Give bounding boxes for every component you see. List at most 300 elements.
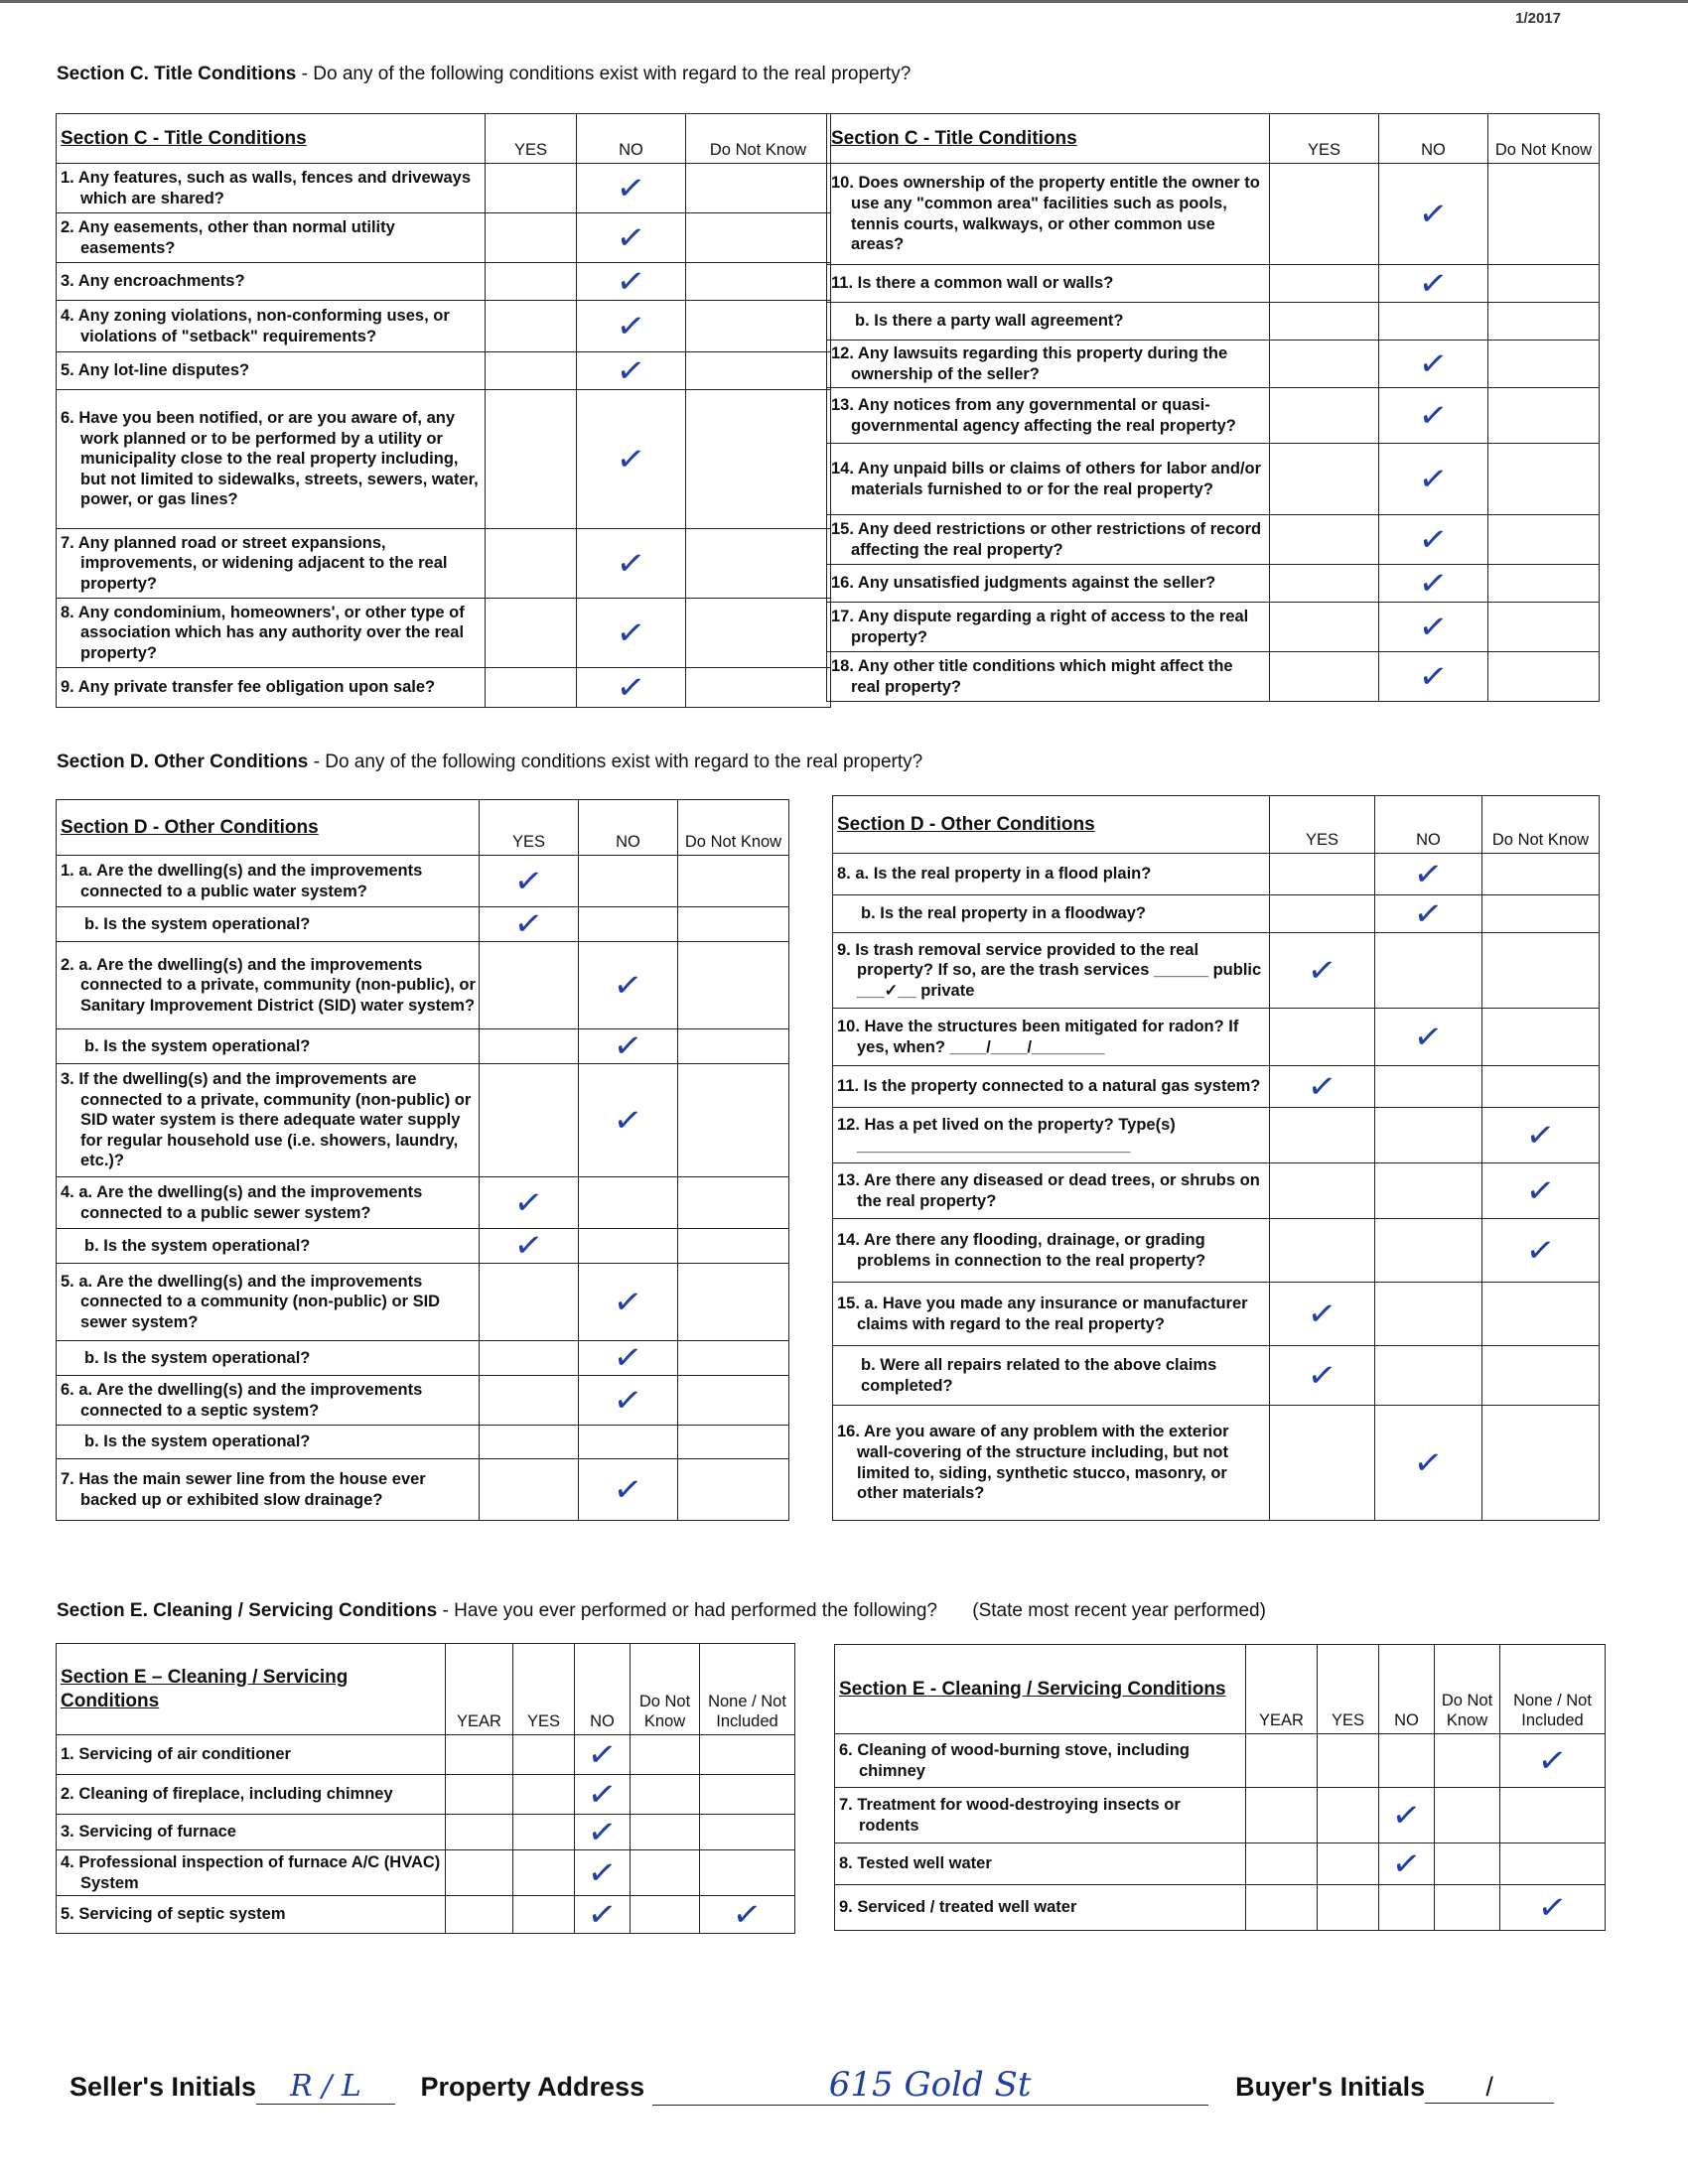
answer-cell-yes[interactable] [513, 1815, 575, 1850]
answer-cell-yes[interactable] [1270, 303, 1379, 341]
answer-cell-yes[interactable] [1270, 603, 1379, 652]
question-text: 7. Any planned road or street expansions, improvements, or widening adjacent to the real property? [57, 529, 486, 599]
answer-cell-yes[interactable] [1270, 1346, 1375, 1406]
question-text: 8. Tested well water [835, 1843, 1246, 1885]
question-text: b. Is the system operational? [57, 1426, 480, 1459]
answer-cell-no[interactable] [577, 390, 686, 529]
answer-cell-dnk[interactable] [1482, 1283, 1600, 1346]
buyer-initials-label: Buyer's Initials [1235, 2072, 1426, 2102]
section-d-question: - Do any of the following conditions exist with regard to the real property? [308, 751, 923, 772]
checkmark-icon: ✓ [1535, 1885, 1570, 1930]
checkmark-icon: ✓ [1416, 517, 1451, 562]
checkmark-icon: ✓ [614, 259, 648, 304]
checkmark-icon: ✓ [1305, 1353, 1339, 1398]
answer-cell-no[interactable] [579, 1177, 678, 1229]
property-address-field[interactable]: 615 Gold St [652, 2065, 1208, 2106]
answer-cell-dnk[interactable] [678, 856, 789, 907]
checkmark-icon: ✓ [1416, 261, 1451, 306]
checkmark-icon: ✓ [1411, 1440, 1446, 1485]
answer-cell-dnk[interactable] [1482, 854, 1600, 895]
checkmark-icon: ✓ [614, 166, 648, 210]
answer-cell-no[interactable] [1375, 1406, 1482, 1521]
answer-cell-dnk[interactable] [1488, 444, 1600, 515]
table-row [57, 164, 831, 213]
answer-cell-no[interactable] [1375, 1009, 1482, 1066]
table-row [57, 907, 789, 942]
answer-cell-dnk[interactable] [1482, 1346, 1600, 1406]
answer-cell-yes[interactable] [1270, 388, 1379, 444]
answer-cell-yes[interactable] [1318, 1734, 1379, 1788]
question-text: 13. Are there any diseased or dead trees, or shrubs on the real property? [833, 1163, 1270, 1219]
section-c-left-table [56, 113, 831, 708]
answer-cell-dnk[interactable] [678, 1229, 789, 1264]
answer-cell-no[interactable] [1379, 652, 1488, 702]
answer-cell-yes[interactable] [486, 668, 577, 708]
answer-cell-no[interactable] [577, 164, 686, 213]
answer-cell-no[interactable] [579, 1229, 678, 1264]
seller-initials-field[interactable]: R / L [256, 2069, 395, 2105]
answer-cell-year[interactable] [446, 1775, 513, 1815]
answer-cell-no[interactable] [575, 1732, 631, 1777]
answer-cell-no[interactable] [1379, 515, 1488, 565]
section-e-question: - Have you ever performed or had performed the following? [437, 1600, 937, 1621]
answer-cell-yes[interactable] [1270, 164, 1379, 265]
answer-cell-dnk[interactable] [1488, 603, 1600, 652]
answer-cell-dnk[interactable] [678, 1376, 789, 1426]
answer-cell-no[interactable] [1379, 303, 1488, 341]
answer-cell-no[interactable] [575, 1892, 631, 1937]
checkmark-icon: ✓ [611, 1098, 645, 1143]
answer-cell-dnk[interactable] [1482, 895, 1600, 933]
column-header-year: YEAR [1246, 1645, 1318, 1734]
answer-cell-no[interactable] [579, 907, 678, 942]
answer-cell-dnk[interactable] [678, 907, 789, 942]
answer-cell-no[interactable] [1375, 1283, 1482, 1346]
answer-cell-yes[interactable] [486, 529, 577, 599]
answer-cell-dnk[interactable] [1482, 1108, 1600, 1163]
checkmark-icon: ✓ [611, 1378, 645, 1423]
answer-cell-dnk[interactable] [1482, 1009, 1600, 1066]
question-text: 1. a. Are the dwelling(s) and the improvements connected to a public water system? [57, 856, 480, 907]
answer-cell-dnk[interactable] [1482, 933, 1600, 1009]
table-row [57, 213, 831, 263]
checkmark-icon: ✓ [611, 1336, 645, 1380]
answer-cell-dnk[interactable] [678, 1341, 789, 1376]
question-text: 16. Any unsatisfied judgments against the seller? [827, 565, 1270, 603]
answer-cell-yes[interactable] [486, 599, 577, 668]
answer-cell-yes[interactable] [480, 1224, 579, 1268]
answer-cell-yes[interactable] [1270, 444, 1379, 515]
table-row [833, 1283, 1600, 1346]
question-text: b. Is the real property in a floodway? [833, 895, 1270, 933]
answer-cell-year[interactable] [446, 1850, 513, 1896]
answer-cell-yes[interactable] [1270, 515, 1379, 565]
answer-cell-dnk[interactable] [686, 529, 831, 599]
answer-cell-no[interactable] [1379, 561, 1488, 606]
answer-cell-none[interactable] [1500, 1843, 1606, 1885]
answer-cell-yes[interactable] [480, 1376, 579, 1426]
answer-cell-none[interactable] [1500, 1734, 1606, 1788]
answer-cell-dnk[interactable] [686, 599, 831, 668]
answer-cell-no[interactable] [577, 301, 686, 352]
column-header-no: NO [1375, 796, 1482, 854]
question-text: 2. Cleaning of fireplace, including chimney [57, 1775, 446, 1815]
column-header-yes: YES [486, 114, 577, 164]
table-row [833, 1406, 1600, 1521]
answer-cell-yes[interactable] [1318, 1885, 1379, 1931]
answer-cell-dnk[interactable] [1435, 1843, 1500, 1885]
answer-cell-no[interactable] [575, 1810, 631, 1854]
answer-cell-none[interactable] [700, 1735, 795, 1775]
checkmark-icon: ✓ [1305, 1064, 1339, 1109]
answer-cell-none[interactable] [1500, 1788, 1606, 1843]
table-row [827, 265, 1600, 303]
column-header-no: NO [1379, 1645, 1435, 1734]
answer-cell-yes[interactable] [1270, 1406, 1375, 1521]
answer-cell-dnk[interactable] [631, 1775, 700, 1815]
answer-cell-yes[interactable] [486, 164, 577, 213]
section-d-right-table [832, 795, 1600, 1521]
answer-cell-dnk[interactable] [631, 1815, 700, 1850]
checkmark-icon: ✓ [1523, 1113, 1558, 1158]
checkmark-icon: ✓ [511, 859, 546, 903]
answer-cell-yes[interactable] [480, 1426, 579, 1459]
table-header-row [835, 1645, 1606, 1734]
answer-cell-yes[interactable] [486, 301, 577, 352]
answer-cell-dnk[interactable] [1435, 1734, 1500, 1788]
answer-cell-yes[interactable] [480, 1029, 579, 1064]
answer-cell-no[interactable] [577, 529, 686, 599]
table-row [57, 668, 831, 708]
answer-cell-no[interactable] [1379, 1885, 1435, 1931]
column-header-yes: YES [1318, 1645, 1379, 1734]
answer-cell-yes[interactable] [1270, 1163, 1375, 1219]
answer-cell-no[interactable] [579, 1264, 678, 1341]
answer-cell-no[interactable] [1375, 933, 1482, 1009]
question-text: 3. If the dwelling(s) and the improvements are connected to a private, community (non-public) or SID water system is there adequate water supply for regular household use (i.e. showers, laundry, etc.)? [57, 1064, 480, 1177]
answer-cell-yes[interactable] [513, 1735, 575, 1775]
answer-cell-no[interactable] [1379, 444, 1488, 515]
answer-cell-dnk[interactable] [1435, 1788, 1500, 1843]
answer-cell-year[interactable] [1246, 1843, 1318, 1885]
answer-cell-yes[interactable] [1270, 854, 1375, 895]
answer-cell-dnk[interactable] [686, 390, 831, 529]
answer-cell-yes[interactable] [1270, 1066, 1375, 1108]
answer-cell-dnk[interactable] [1482, 1066, 1600, 1108]
question-text: 10. Does ownership of the property entitle the owner to use any "common area" facilities such as pools, tennis courts, walkways, or other common use areas? [827, 164, 1270, 265]
answer-cell-dnk[interactable] [1488, 341, 1600, 388]
table-row [833, 1163, 1600, 1219]
seller-initials-label: Seller's Initials [70, 2072, 257, 2102]
question-text: b. Is the system operational? [57, 907, 480, 942]
answer-cell-no[interactable] [575, 1850, 631, 1896]
answer-cell-no[interactable] [1375, 1163, 1482, 1219]
column-header-no: NO [1379, 114, 1488, 164]
table-row [57, 1775, 795, 1815]
answer-cell-yes[interactable] [480, 1064, 579, 1177]
answer-cell-no[interactable] [1379, 164, 1488, 265]
table-row [827, 388, 1600, 444]
table-row [833, 854, 1600, 895]
table-row [57, 1064, 789, 1177]
checkmark-icon: ✓ [585, 1892, 620, 1937]
answer-cell-none[interactable] [1500, 1885, 1606, 1931]
table-row [833, 1108, 1600, 1163]
answer-cell-year[interactable] [1246, 1788, 1318, 1843]
answer-cell-yes[interactable] [1270, 895, 1375, 933]
answer-cell-yes[interactable] [1270, 265, 1379, 303]
answer-cell-dnk[interactable] [1482, 1163, 1600, 1219]
checkmark-icon: ✓ [1523, 1228, 1558, 1273]
table-row [57, 1815, 795, 1850]
answer-cell-no[interactable] [1375, 891, 1482, 936]
answer-cell-yes[interactable] [1270, 1009, 1375, 1066]
answer-cell-dnk[interactable] [686, 263, 831, 301]
answer-cell-yes[interactable] [513, 1896, 575, 1934]
answer-cell-dnk[interactable] [1488, 652, 1600, 702]
answer-cell-year[interactable] [1246, 1885, 1318, 1931]
table-row [833, 895, 1600, 933]
table-row [57, 1264, 789, 1341]
answer-cell-no[interactable] [1379, 603, 1488, 652]
table-row [57, 1896, 795, 1934]
answer-cell-no[interactable] [1375, 1108, 1482, 1163]
top-rule [0, 0, 1688, 3]
answer-cell-no[interactable] [577, 259, 686, 304]
answer-cell-no[interactable] [1379, 388, 1488, 444]
answer-cell-no[interactable] [579, 1336, 678, 1380]
checkmark-icon: ✓ [1411, 1015, 1446, 1059]
question-text: 13. Any notices from any governmental or quasi-governmental agency affecting the real property? [827, 388, 1270, 444]
answer-cell-dnk[interactable] [1488, 515, 1600, 565]
answer-cell-yes[interactable] [1270, 1283, 1375, 1346]
question-text: 6. Have you been notified, or are you aware of, any work planned or to be performed by a utility or municipality close to the real property including, but not limited to sidewalks, streets, sewers, water, power, or gas lines? [57, 390, 486, 529]
answer-cell-no[interactable] [1375, 1219, 1482, 1283]
answer-cell-no[interactable] [1375, 1346, 1482, 1406]
question-text: 5. Servicing of septic system [57, 1896, 446, 1934]
answer-cell-yes[interactable] [1270, 1108, 1375, 1163]
question-text: 7. Has the main sewer line from the house ever backed up or exhibited slow drainage? [57, 1459, 480, 1521]
question-text: 9. Any private transfer fee obligation upon sale? [57, 668, 486, 708]
answer-cell-yes[interactable] [1270, 565, 1379, 603]
answer-cell-dnk[interactable] [686, 301, 831, 352]
checkmark-icon: ✓ [614, 437, 648, 481]
answer-cell-dnk[interactable] [631, 1850, 700, 1896]
answer-cell-no[interactable] [577, 348, 686, 393]
answer-cell-no[interactable] [1379, 261, 1488, 306]
answer-cell-yes[interactable] [486, 390, 577, 529]
answer-cell-no[interactable] [577, 599, 686, 668]
answer-cell-no[interactable] [577, 213, 686, 263]
answer-cell-yes[interactable] [480, 1459, 579, 1521]
checkmark-icon: ✓ [611, 1280, 645, 1324]
answer-cell-yes[interactable] [1270, 341, 1379, 388]
question-text: 2. Any easements, other than normal utility easements? [57, 213, 486, 263]
answer-cell-no[interactable] [1375, 1066, 1482, 1108]
answer-cell-dnk[interactable] [678, 1426, 789, 1459]
answer-cell-no[interactable] [579, 1064, 678, 1177]
checkmark-icon: ✓ [1523, 1168, 1558, 1213]
table-row [57, 1341, 789, 1376]
table-header-title: Section C - Title Conditions [827, 114, 1270, 164]
question-text: 11. Is there a common wall or walls? [827, 265, 1270, 303]
answer-cell-year[interactable] [1246, 1734, 1318, 1788]
column-header-do-not-know: Do Not Know [686, 114, 831, 164]
section-c-right-table [826, 113, 1600, 702]
answer-cell-yes[interactable] [480, 1341, 579, 1376]
answer-cell-yes[interactable] [1318, 1788, 1379, 1843]
question-text: 4. a. Are the dwelling(s) and the improvements connected to a public sewer system? [57, 1177, 480, 1229]
checkmark-icon: ✓ [614, 541, 648, 586]
answer-cell-yes[interactable] [480, 856, 579, 907]
answer-cell-dnk[interactable] [1488, 565, 1600, 603]
question-text: 14. Are there any flooding, drainage, or grading problems in connection to the real property? [833, 1219, 1270, 1283]
checkmark-icon: ✓ [1416, 341, 1451, 386]
buyer-initials-field[interactable]: / [1425, 2072, 1554, 2104]
answer-cell-dnk[interactable] [1482, 1406, 1600, 1521]
table-header-row [57, 800, 789, 856]
table-row [57, 1850, 795, 1896]
answer-cell-dnk[interactable] [686, 668, 831, 708]
answer-cell-none[interactable] [700, 1775, 795, 1815]
table-row [57, 263, 831, 301]
answer-cell-dnk[interactable] [1488, 388, 1600, 444]
answer-cell-yes[interactable] [513, 1850, 575, 1896]
checkmark-icon: ✓ [614, 665, 648, 710]
answer-cell-year[interactable] [446, 1735, 513, 1775]
page-code: 1/2017 [1515, 10, 1561, 27]
answer-cell-yes[interactable] [1270, 933, 1375, 1009]
table-header-title: Section D - Other Conditions [57, 800, 480, 856]
answer-cell-yes[interactable] [486, 263, 577, 301]
column-header-yes: YES [1270, 114, 1379, 164]
question-text: 5. Any lot-line disputes? [57, 352, 486, 390]
answer-cell-none[interactable] [700, 1815, 795, 1850]
checkmark-icon: ✓ [585, 1810, 620, 1854]
table-row [57, 856, 789, 907]
table-row [57, 301, 831, 352]
answer-cell-no[interactable] [1379, 1843, 1435, 1885]
answer-cell-none[interactable] [700, 1850, 795, 1896]
answer-cell-no[interactable] [1375, 854, 1482, 895]
column-header-do-not-know: Do Not Know [631, 1644, 700, 1735]
answer-cell-no[interactable] [575, 1772, 631, 1817]
answer-cell-dnk[interactable] [1488, 303, 1600, 341]
answer-cell-yes[interactable] [1270, 652, 1379, 702]
answer-cell-dnk[interactable] [678, 942, 789, 1029]
checkmark-icon: ✓ [614, 215, 648, 260]
checkmark-icon: ✓ [1416, 393, 1451, 438]
answer-cell-dnk[interactable] [678, 1029, 789, 1064]
checkmark-icon: ✓ [511, 1180, 546, 1225]
answer-cell-yes[interactable] [1318, 1843, 1379, 1885]
answer-cell-dnk[interactable] [1488, 265, 1600, 303]
answer-cell-no[interactable] [579, 1024, 678, 1068]
column-header-do-not-know: Do Not Know [1488, 114, 1600, 164]
answer-cell-yes[interactable] [486, 213, 577, 263]
answer-cell-yes[interactable] [480, 942, 579, 1029]
answer-cell-none[interactable] [700, 1892, 795, 1937]
answer-cell-dnk[interactable] [686, 164, 831, 213]
answer-cell-yes[interactable] [513, 1775, 575, 1815]
question-text: 1. Servicing of air conditioner [57, 1735, 446, 1775]
answer-cell-year[interactable] [446, 1896, 513, 1934]
question-text: 5. a. Are the dwelling(s) and the improvements connected to a community (non-public) or SID sewer system? [57, 1264, 480, 1341]
answer-cell-dnk[interactable] [1488, 164, 1600, 265]
answer-cell-yes[interactable] [480, 1264, 579, 1341]
answer-cell-yes[interactable] [1270, 1219, 1375, 1283]
answer-cell-no[interactable] [579, 1426, 678, 1459]
table-row [57, 599, 831, 668]
question-text: b. Is the system operational? [57, 1029, 480, 1064]
table-row [827, 565, 1600, 603]
table-header-title: Section D - Other Conditions [833, 796, 1270, 854]
answer-cell-no[interactable] [1379, 1788, 1435, 1843]
checkmark-icon: ✓ [585, 1772, 620, 1817]
table-row [833, 1009, 1600, 1066]
answer-cell-dnk[interactable] [631, 1735, 700, 1775]
answer-cell-no[interactable] [579, 1459, 678, 1521]
checkmark-icon: ✓ [730, 1892, 765, 1937]
table-header-row [57, 114, 831, 164]
table-row [827, 341, 1600, 388]
answer-cell-dnk[interactable] [686, 213, 831, 263]
answer-cell-no[interactable] [579, 942, 678, 1029]
column-header-do-not-know: Do Not Know [678, 800, 789, 856]
answer-cell-no[interactable] [1379, 341, 1488, 388]
column-header-yes: YES [1270, 796, 1375, 854]
answer-cell-dnk[interactable] [678, 1459, 789, 1521]
question-text: 14. Any unpaid bills or claims of others for labor and/or materials furnished to or for the real property? [827, 444, 1270, 515]
section-e-right-table [834, 1644, 1606, 1931]
answer-cell-no[interactable] [579, 856, 678, 907]
table-row [835, 1788, 1606, 1843]
table-row [835, 1885, 1606, 1931]
table-row [57, 390, 831, 529]
checkmark-icon: ✓ [1416, 605, 1451, 649]
question-text: b. Is the system operational? [57, 1229, 480, 1264]
answer-cell-yes[interactable] [486, 352, 577, 390]
question-text: 4. Any zoning violations, non-conforming uses, or violations of "setback" requirements? [57, 301, 486, 352]
answer-cell-dnk[interactable] [631, 1896, 700, 1934]
answer-cell-year[interactable] [446, 1815, 513, 1850]
answer-cell-dnk[interactable] [678, 1264, 789, 1341]
checkmark-icon: ✓ [611, 1024, 645, 1068]
checkmark-icon: ✓ [585, 1850, 620, 1895]
answer-cell-yes[interactable] [480, 902, 579, 946]
section-e-left-table [56, 1643, 795, 1937]
answer-cell-dnk[interactable] [1435, 1885, 1500, 1931]
section-c-heading [57, 64, 911, 85]
table-row [57, 942, 789, 1029]
answer-cell-dnk[interactable] [1482, 1219, 1600, 1283]
column-header-no: NO [575, 1644, 631, 1735]
question-text: 8. Any condominium, homeowners', or other type of association which has any authority over the real property? [57, 599, 486, 668]
answer-cell-dnk[interactable] [678, 1064, 789, 1177]
checkmark-icon: ✓ [614, 611, 648, 655]
column-header-no: NO [579, 800, 678, 856]
table-header-title: Section E – Cleaning / Servicing Conditions [57, 1644, 446, 1735]
answer-cell-dnk[interactable] [678, 1177, 789, 1229]
answer-cell-no[interactable] [1379, 1734, 1435, 1788]
question-text: 4. Professional inspection of furnace A/C (HVAC) System [57, 1850, 446, 1896]
checkmark-icon: ✓ [511, 1224, 546, 1268]
answer-cell-no[interactable] [579, 1376, 678, 1426]
table-row [827, 603, 1600, 652]
answer-cell-no[interactable] [577, 665, 686, 710]
answer-cell-dnk[interactable] [686, 352, 831, 390]
answer-cell-yes[interactable] [480, 1177, 579, 1229]
